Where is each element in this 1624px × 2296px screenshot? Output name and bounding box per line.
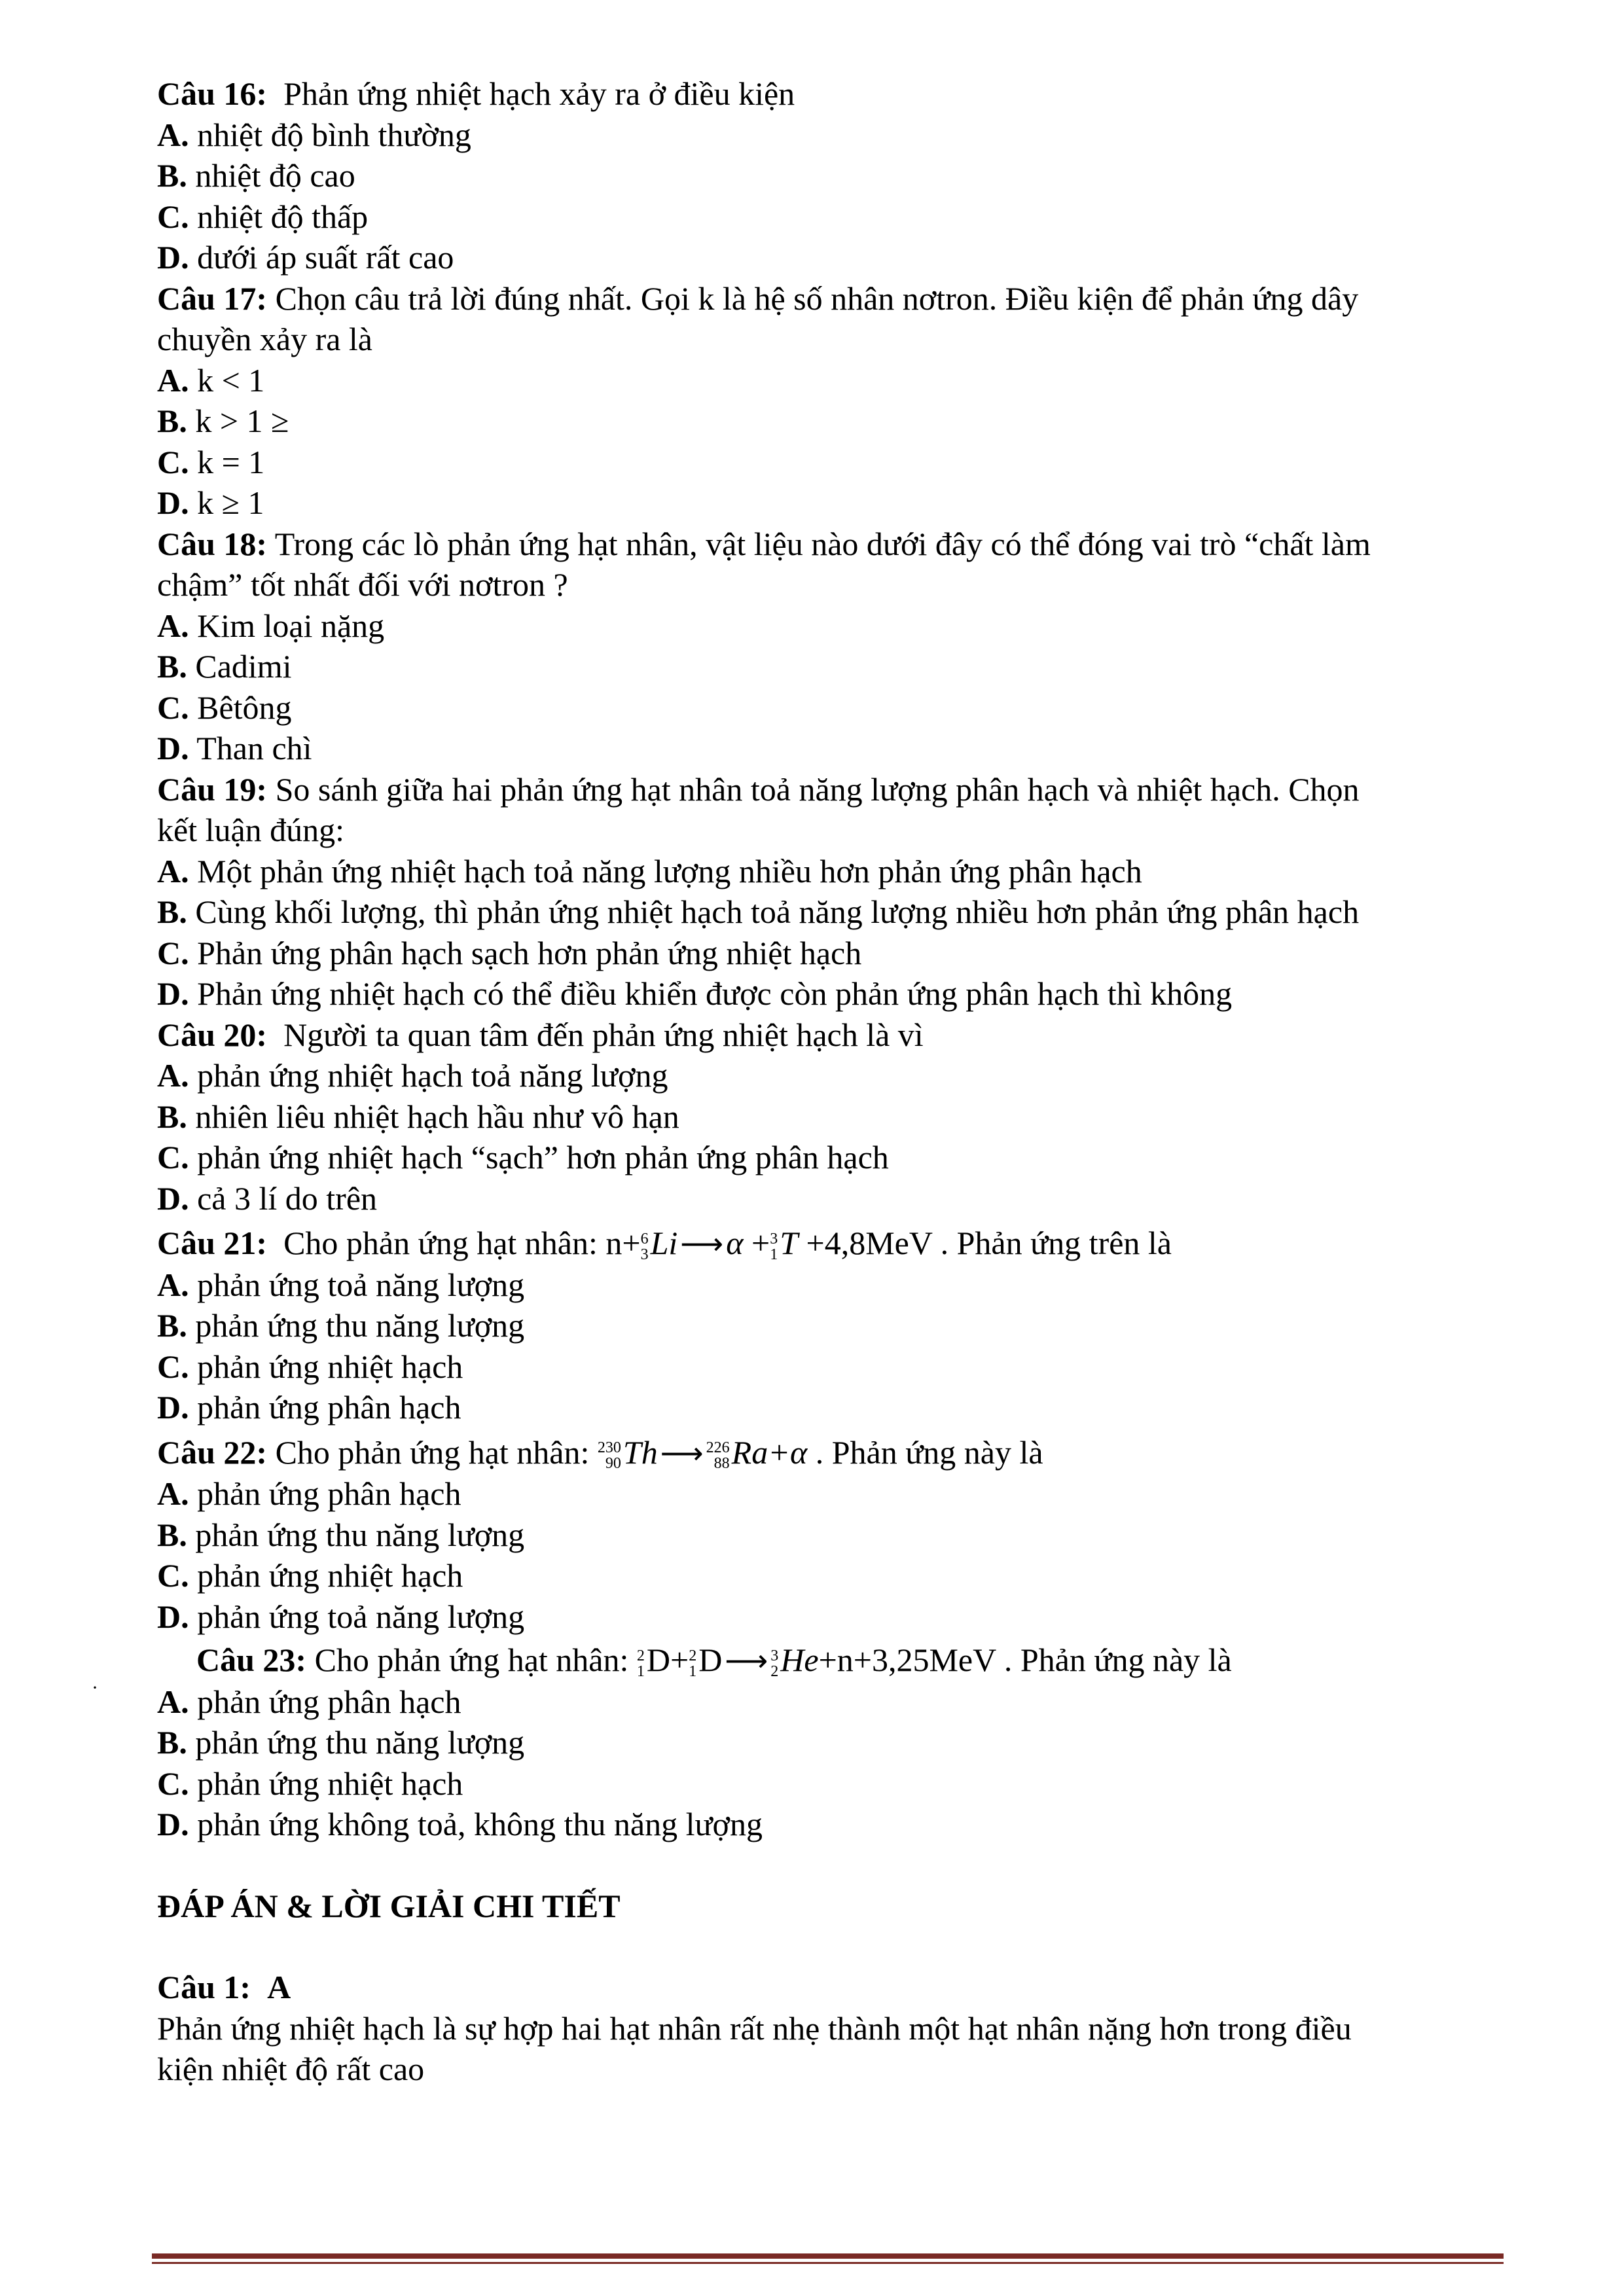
question-text-cont: chậm” tốt nhất đối với nơtron ? <box>157 566 568 603</box>
option-a: A. phản ứng phân hạch <box>157 1475 461 1512</box>
isotope-numbers: 230 90 <box>597 1439 621 1473</box>
answer-value: A <box>267 1969 291 2005</box>
option-c: C. phản ứng nhiệt hạch <box>157 1557 463 1594</box>
isotope-numbers: 2 1 <box>636 1647 645 1680</box>
answer-explanation-cont: kiện nhiệt độ rất cao <box>157 2051 425 2087</box>
option-d: D. phản ứng phân hạch <box>157 1389 461 1426</box>
question-label: Câu 17: <box>157 279 268 317</box>
question-text: So sánh giữa hai phản ứng hạt nhân toả năng lượng phân hạch và nhiệt hạch. Chọn <box>275 770 1360 808</box>
option-b: B. Cùng khối lượng, thì phản ứng nhiệt hạch toả năng lượng nhiều hơn phản ứng phân hạch <box>157 893 1360 930</box>
reaction-arrow: ⟶ <box>680 1226 724 1261</box>
question-label: Câu 21: <box>157 1225 268 1261</box>
option-b: B. nhiên liêu nhiệt hạch hầu như vô hạn <box>157 1098 679 1135</box>
isotope-numbers: 3 2 <box>770 1647 779 1680</box>
isotope-numbers: 3 1 <box>770 1230 778 1263</box>
question-18 <box>157 524 1519 565</box>
question-label: Câu 19: <box>157 770 268 808</box>
stray-bullet: · <box>92 1677 98 1698</box>
option-c: C. Phản ứng phân hạch sạch hơn phản ứng nhiệt hạch <box>157 934 862 971</box>
option-a: A. phản ứng phân hạch <box>157 1683 461 1720</box>
answer-1: Câu 1: A <box>157 1969 291 2005</box>
footer-rule <box>152 2253 1504 2259</box>
option-c: C. phản ứng nhiệt hạch <box>157 1348 463 1385</box>
question-label: Câu 22: <box>157 1433 268 1471</box>
question-text: Trong các lò phản ứng hạt nhân, vật liệu nào dưới đây có thể đóng vai trò “chất làm <box>274 525 1371 562</box>
option-a: A. k < 1 <box>157 361 265 399</box>
question-label: Câu 18: <box>157 525 268 562</box>
option-b: B. phản ứng thu năng lượng <box>157 1724 525 1761</box>
question-text-cont: chuyền xảy ra là <box>157 321 373 357</box>
question-17 <box>157 278 1519 319</box>
isotope-numbers: 2 1 <box>689 1647 697 1680</box>
option-d: D. phản ứng toả năng lượng <box>157 1598 525 1635</box>
option-a: A. phản ứng toả năng lượng <box>157 1266 525 1303</box>
question-text: Cho phản ứng hạt nhân: <box>314 1641 629 1678</box>
option-c: C. k = 1 <box>157 443 265 480</box>
option-d: D. cả 3 lí do trên <box>157 1179 378 1217</box>
reaction-equation: 2 1 D+ 2 1 D⟶ 3 2 He+n+3,25MeV <box>636 1641 996 1680</box>
option-d: D. k ≥ 1 <box>157 484 264 521</box>
reaction-arrow: ⟶ <box>660 1435 704 1471</box>
question-label: Câu 23: <box>196 1641 307 1678</box>
option-c: C. phản ứng nhiệt hạch “sạch” hơn phản ứng phân hạch <box>157 1139 889 1175</box>
question-20 <box>157 1014 1519 1056</box>
option-b: B. nhiệt độ cao <box>157 157 355 194</box>
option-d: D. Than chì <box>157 730 312 766</box>
question-text: Chọn câu trả lời đúng nhất. Gọi k là hệ số nhân nơtron. Điều kiện để phản ứng dây <box>275 279 1359 317</box>
option-a: A. Một phản ứng nhiệt hạch toả năng lượng nhiều hơn phản ứng phân hạch <box>157 852 1142 889</box>
question-text: Người ta quan tâm đến phản ứng nhiệt hạch là vì <box>283 1016 924 1053</box>
option-b: B. k > 1 ≥ <box>157 403 289 439</box>
option-d: D. phản ứng không toả, không thu năng lượng <box>157 1806 763 1842</box>
answers-heading: ĐÁP ÁN & LỜI GIẢI CHI TIẾT <box>157 1887 621 1924</box>
question-16 <box>157 73 1519 115</box>
question-label: Câu 20: <box>157 1016 268 1053</box>
option-d: D. Phản ứng nhiệt hạch có thể điều khiển được còn phản ứng phân hạch thì không <box>157 975 1233 1012</box>
option-a: A. nhiệt độ bình thường <box>157 116 471 153</box>
option-b: B. Cadimi <box>157 648 292 685</box>
option-c: C. phản ứng nhiệt hạch <box>157 1765 463 1802</box>
isotope-numbers: 6 3 <box>640 1230 649 1263</box>
option-d: D. dưới áp suất rất cao <box>157 239 454 276</box>
question-19 <box>157 769 1519 810</box>
isotope-numbers: 226 88 <box>706 1439 730 1473</box>
footer-rule-thin <box>152 2262 1504 2264</box>
option-a: A. Kim loại nặng <box>157 607 385 644</box>
reaction-arrow: ⟶ <box>725 1643 768 1678</box>
question-text: Cho phản ứng hạt nhân: <box>275 1433 590 1471</box>
document-page <box>157 73 1519 2090</box>
question-22: Câu 22: Cho phản ứng hạt nhân: 230 90 Th⟶ 226 88 Ra+α . Phản ứng này là <box>157 1433 1043 1473</box>
reaction-equation: 230 90 Th⟶ 226 88 Ra+α <box>597 1433 808 1473</box>
option-b: B. phản ứng thu năng lượng <box>157 1307 525 1344</box>
question-label: Câu 16: <box>157 75 268 112</box>
question-text: Phản ứng nhiệt hạch xảy ra ở điều kiện <box>283 75 795 112</box>
answer-explanation: Phản ứng nhiệt hạch là sự hợp hai hạt nhân rất nhẹ thành một hạt nhân nặng hơn trong điều <box>157 2009 1352 2047</box>
question-21: Câu 21: Cho phản ứng hạt nhân: n+ 6 3 Li⟶α + 3 1 T +4,8MeV . Phản ứng trên là <box>157 1225 1172 1263</box>
option-c: C. nhiệt độ thấp <box>157 198 369 235</box>
reaction-equation: n+ 6 3 Li⟶α + 3 1 T +4,8MeV <box>605 1225 933 1263</box>
option-b: B. phản ứng thu năng lượng <box>157 1516 525 1553</box>
option-c: C. Bêtông <box>157 689 292 726</box>
question-text: Cho phản ứng hạt nhân: <box>283 1225 598 1261</box>
question-23: Câu 23: Cho phản ứng hạt nhân: 2 1 D+ 2 1 D⟶ 3 2 He+n+3,25MeV . Phản ứng này là <box>196 1641 1232 1680</box>
question-text-cont: kết luận đúng: <box>157 812 345 848</box>
option-a: A. phản ứng nhiệt hạch toả năng lượng <box>157 1057 668 1094</box>
